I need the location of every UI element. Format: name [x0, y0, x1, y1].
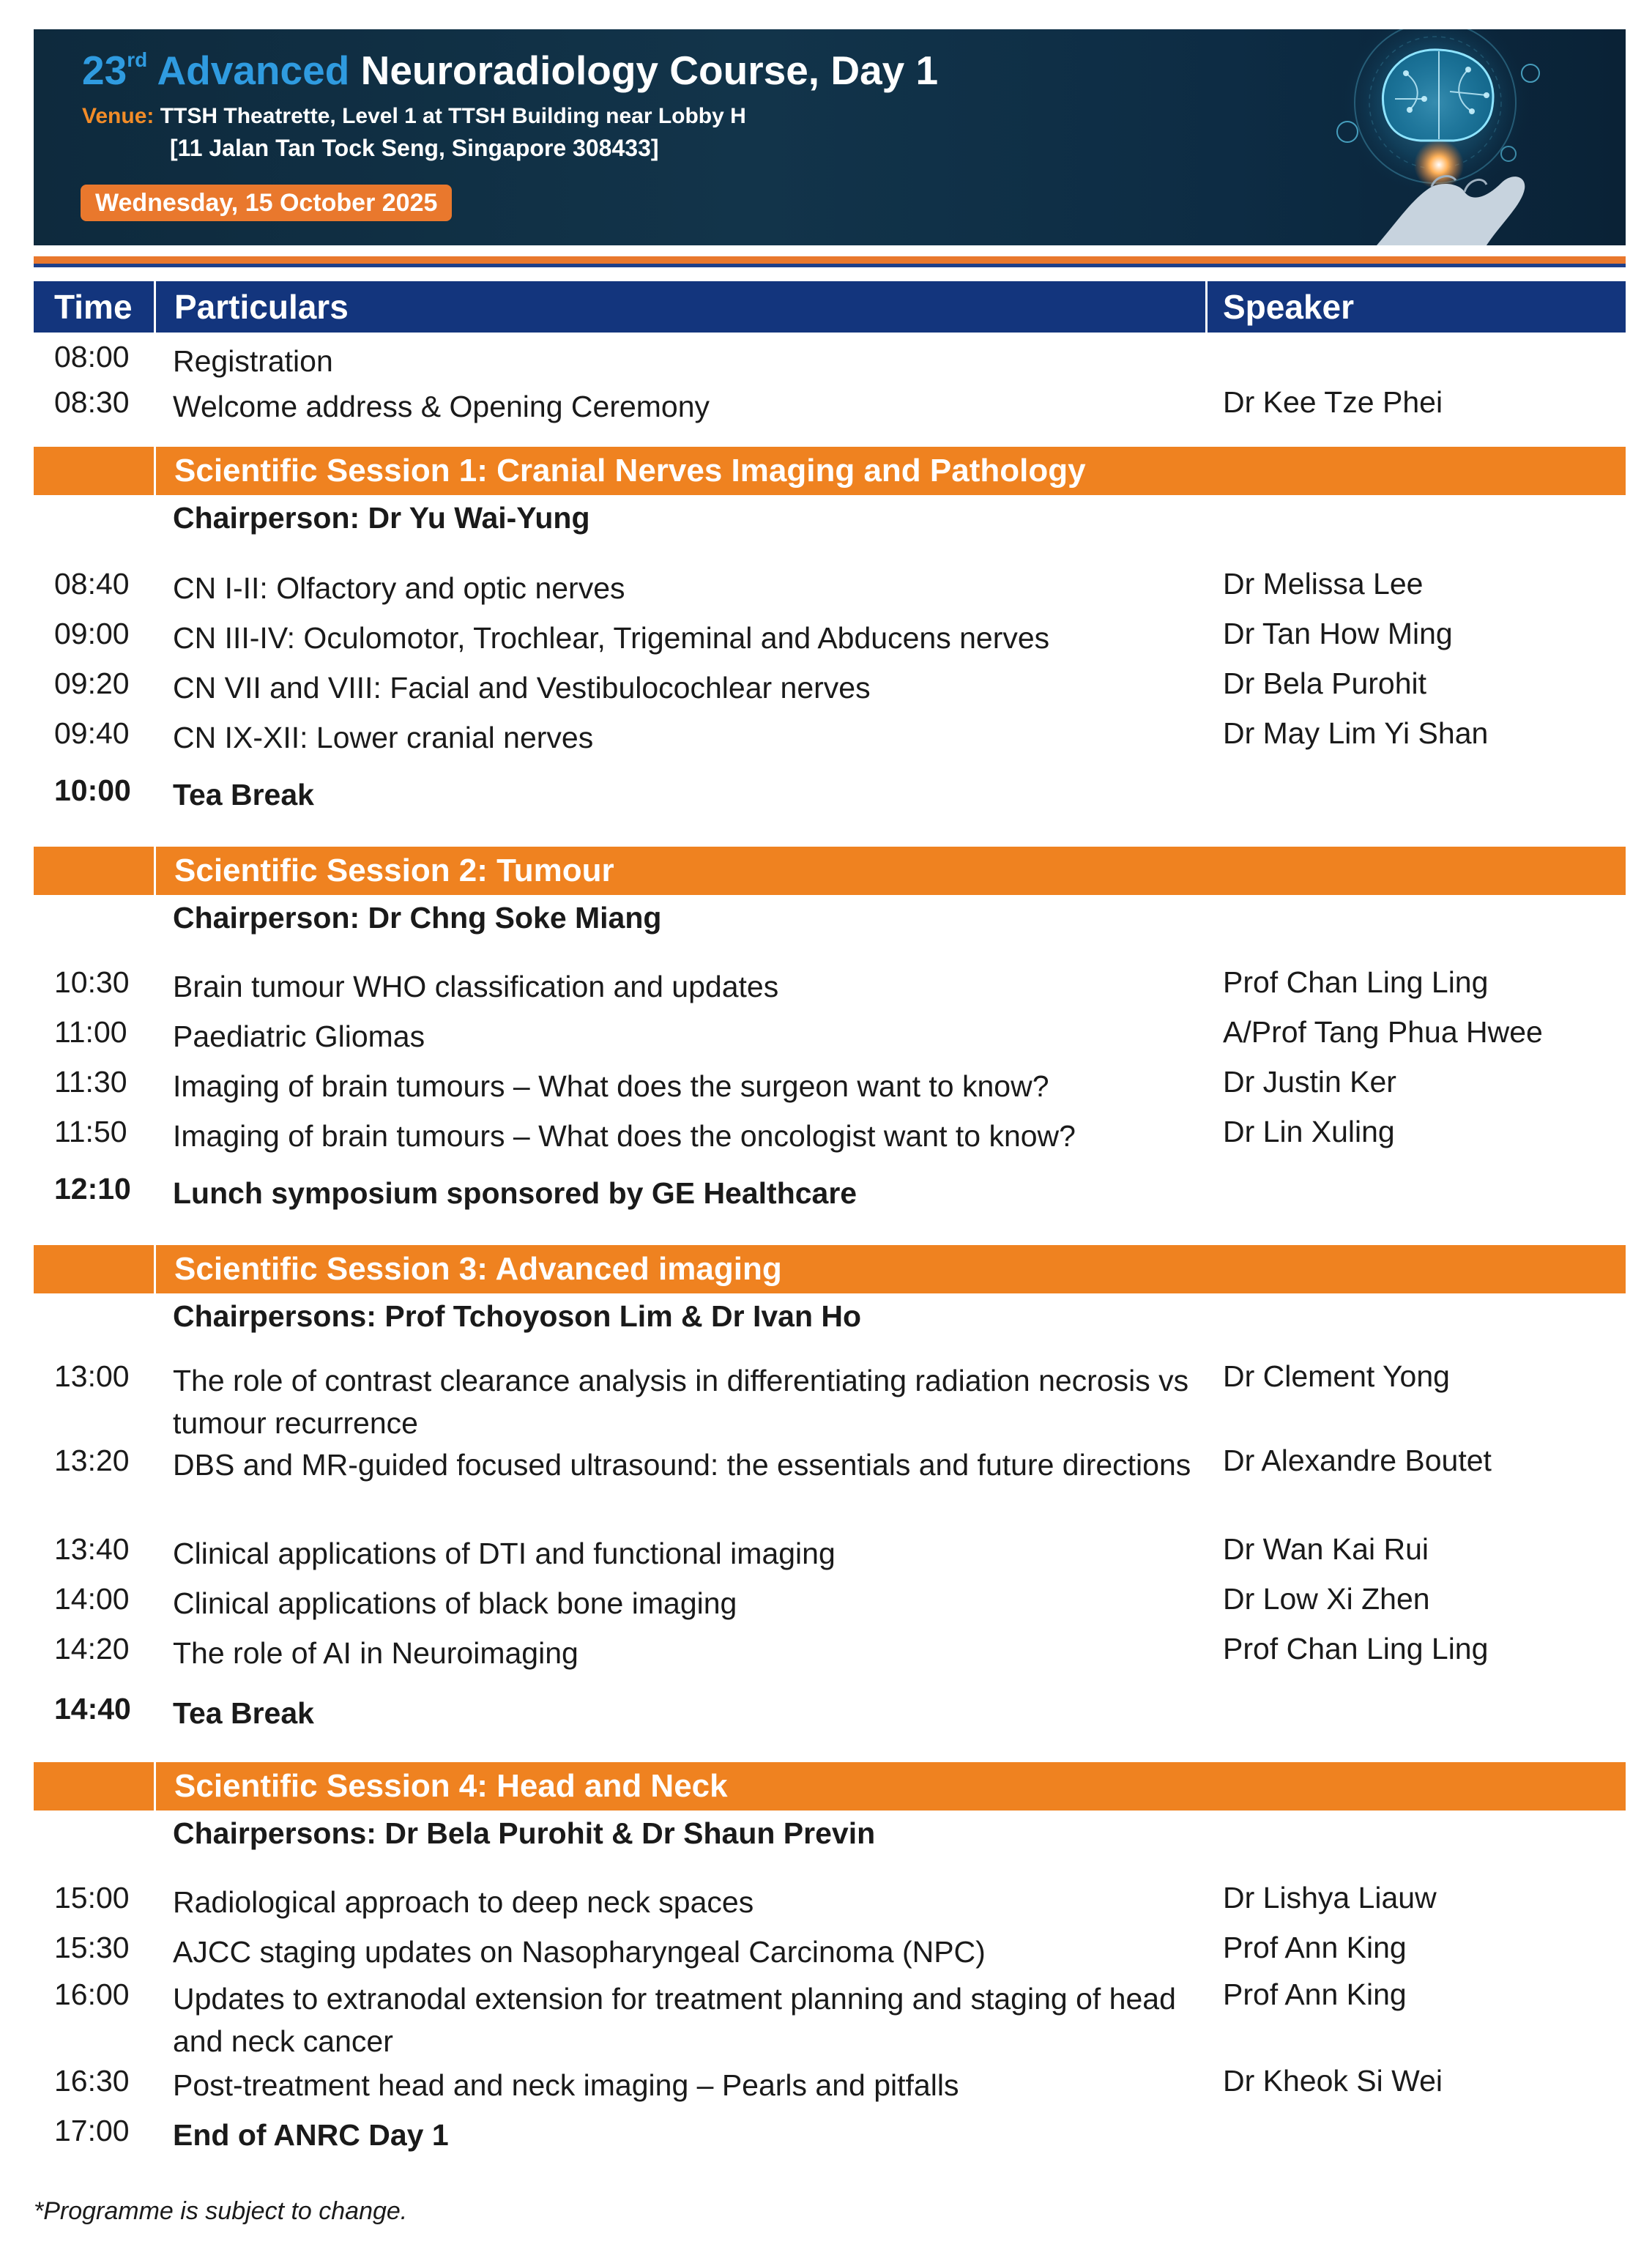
row-time: 15:00	[54, 1881, 130, 1915]
session-title: Scientific Session 3: Advanced imaging	[174, 1251, 782, 1287]
session-divider	[154, 847, 156, 895]
session-divider	[154, 1762, 156, 1811]
row-particular: Imaging of brain tumours – What does the surgeon want to know?	[173, 1069, 1049, 1103]
row-particular: AJCC staging updates on Nasopharyngeal Carcinoma (NPC)	[173, 1935, 986, 1969]
row-time: 16:00	[54, 1977, 130, 2011]
break-label: Tea Break	[173, 778, 314, 812]
row-particular: CN I-II: Olfactory and optic nerves	[173, 571, 625, 605]
row-particular: Clinical applications of DTI and functional imaging	[173, 1537, 836, 1570]
row-particular: Brain tumour WHO classification and updates	[173, 970, 779, 1003]
row-speaker: Dr May Lim Yi Shan	[1223, 716, 1489, 750]
row-time: 13:40	[54, 1532, 130, 1566]
session-divider	[154, 447, 156, 495]
row-particular: CN IX-XII: Lower cranial nerves	[173, 721, 594, 754]
row-particular: Imaging of brain tumours – What does the oncologist want to know?	[173, 1119, 1076, 1153]
row-speaker: Prof Chan Ling Ling	[1223, 1632, 1489, 1665]
row-speaker: Dr Melissa Lee	[1223, 567, 1424, 601]
row-particular: DBS and MR-guided focused ultrasound: the essentials and future directions	[173, 1448, 1191, 1482]
row-time: 08:40	[54, 567, 130, 601]
course-title	[82, 47, 938, 94]
row-speaker: Dr Alexandre Boutet	[1223, 1444, 1492, 1477]
row-speaker: Dr Lin Xuling	[1223, 1115, 1395, 1148]
title-ordinal: rd	[127, 48, 148, 71]
row-time: 15:30	[54, 1931, 130, 1964]
row-particular: The role of contrast clearance analysis in differentiating radiation necrosis vs tumour recurrence	[173, 1364, 1189, 1440]
row-time: 08:30	[54, 385, 130, 419]
header-divider	[1205, 281, 1208, 333]
title-rest: Neuroradiology Course, Day 1	[360, 48, 939, 93]
break-time: 10:00	[54, 773, 131, 807]
break-time: 14:40	[54, 1692, 131, 1726]
session-chair: Chairperson: Dr Yu Wai-Yung	[173, 501, 590, 535]
header-rule-blue	[34, 264, 1626, 267]
row-particular: Welcome address & Opening Ceremony	[173, 390, 710, 423]
session-divider	[154, 1245, 156, 1293]
venue-address: [11 Jalan Tan Tock Seng, Singapore 308433]	[170, 135, 659, 161]
header-rule-orange	[34, 256, 1626, 264]
row-time: 13:00	[54, 1359, 130, 1393]
row-particular: The role of AI in Neuroimaging	[173, 1636, 578, 1670]
row-speaker: Dr Wan Kai Rui	[1223, 1532, 1429, 1566]
row-time: 11:30	[54, 1065, 127, 1099]
row-time: 09:00	[54, 617, 130, 650]
session-title: Scientific Session 4: Head and Neck	[174, 1768, 728, 1804]
session-banner	[34, 1762, 1626, 1811]
row-speaker: Dr Clement Yong	[1223, 1359, 1450, 1393]
row-speaker: Dr Low Xi Zhen	[1223, 1582, 1430, 1616]
row-particular: Updates to extranodal extension for treatment planning and staging of head and neck cancer	[173, 1982, 1176, 2058]
row-particular: CN III-IV: Oculomotor, Trochlear, Trigeminal and Abducens nerves	[173, 621, 1050, 655]
row-speaker: Dr Tan How Ming	[1223, 617, 1453, 650]
row-speaker: Dr Kee Tze Phei	[1223, 385, 1443, 419]
row-speaker: Dr Kheok Si Wei	[1223, 2064, 1443, 2098]
row-particular: Radiological approach to deep neck spaces	[173, 1885, 754, 1919]
row-time: 11:50	[54, 1115, 127, 1148]
row-particular: Paediatric Gliomas	[173, 1020, 425, 1053]
row-time: 10:30	[54, 965, 130, 999]
row-particular: CN VII and VIII: Facial and Vestibulocochlear nerves	[173, 671, 871, 705]
break-label: Lunch symposium sponsored by GE Healthcare	[173, 1176, 857, 1210]
row-speaker: Dr Justin Ker	[1223, 1065, 1396, 1099]
footnote: *Programme is subject to change.	[34, 2197, 408, 2225]
row-speaker: Prof Chan Ling Ling	[1223, 965, 1489, 999]
venue-text: TTSH Theatrette, Level 1 at TTSH Building near Lobby H	[160, 104, 746, 128]
session-banner	[34, 1245, 1626, 1293]
row-time: 09:20	[54, 666, 130, 700]
break-time: 12:10	[54, 1172, 131, 1206]
row-time: 13:20	[54, 1444, 130, 1477]
session-banner	[34, 847, 1626, 895]
session-banner	[34, 447, 1626, 495]
session-title: Scientific Session 2: Tumour	[174, 853, 614, 888]
venue-label: Venue:	[82, 104, 155, 128]
table-header	[34, 281, 1626, 333]
row-speaker: Prof Ann King	[1223, 1977, 1407, 2011]
row-speaker: A/Prof Tang Phua Hwee	[1223, 1015, 1543, 1049]
row-speaker: Dr Lishya Liauw	[1223, 1881, 1437, 1915]
header-speaker: Speaker	[1223, 288, 1355, 326]
brain-hand-illustration	[1267, 29, 1611, 245]
title-advanced: Advanced	[157, 48, 350, 93]
header-divider	[154, 281, 156, 333]
row-speaker: Dr Bela Purohit	[1223, 666, 1427, 700]
session-chair: Chairpersons: Prof Tchoyoson Lim & Dr Ivan Ho	[173, 1299, 862, 1333]
session-chair: Chairpersons: Dr Bela Purohit & Dr Shaun Previn	[173, 1816, 876, 1850]
row-particular: Post-treatment head and neck imaging – Pearls and pitfalls	[173, 2068, 959, 2102]
header-banner	[34, 29, 1626, 245]
title-number: 23	[82, 48, 127, 93]
row-time: 14:20	[54, 1632, 130, 1665]
session-chair: Chairperson: Dr Chng Soke Miang	[173, 901, 662, 935]
row-particular: Registration	[173, 344, 333, 378]
row-speaker: Prof Ann King	[1223, 1931, 1407, 1964]
venue-line	[82, 104, 746, 129]
row-time: 16:30	[54, 2064, 130, 2098]
date-badge: Wednesday, 15 October 2025	[81, 185, 452, 221]
row-time: 09:40	[54, 716, 130, 750]
row-time: 14:00	[54, 1582, 130, 1616]
session-title: Scientific Session 1: Cranial Nerves Imaging and Pathology	[174, 453, 1086, 489]
row-time: 11:00	[54, 1015, 127, 1049]
header-time: Time	[54, 288, 133, 326]
header-particulars: Particulars	[174, 288, 349, 326]
end-label: End of ANRC Day 1	[173, 2118, 449, 2152]
end-time: 17:00	[54, 2114, 130, 2147]
row-particular: Clinical applications of black bone imaging	[173, 1586, 737, 1620]
row-time: 08:00	[54, 340, 130, 374]
break-label: Tea Break	[173, 1696, 314, 1730]
